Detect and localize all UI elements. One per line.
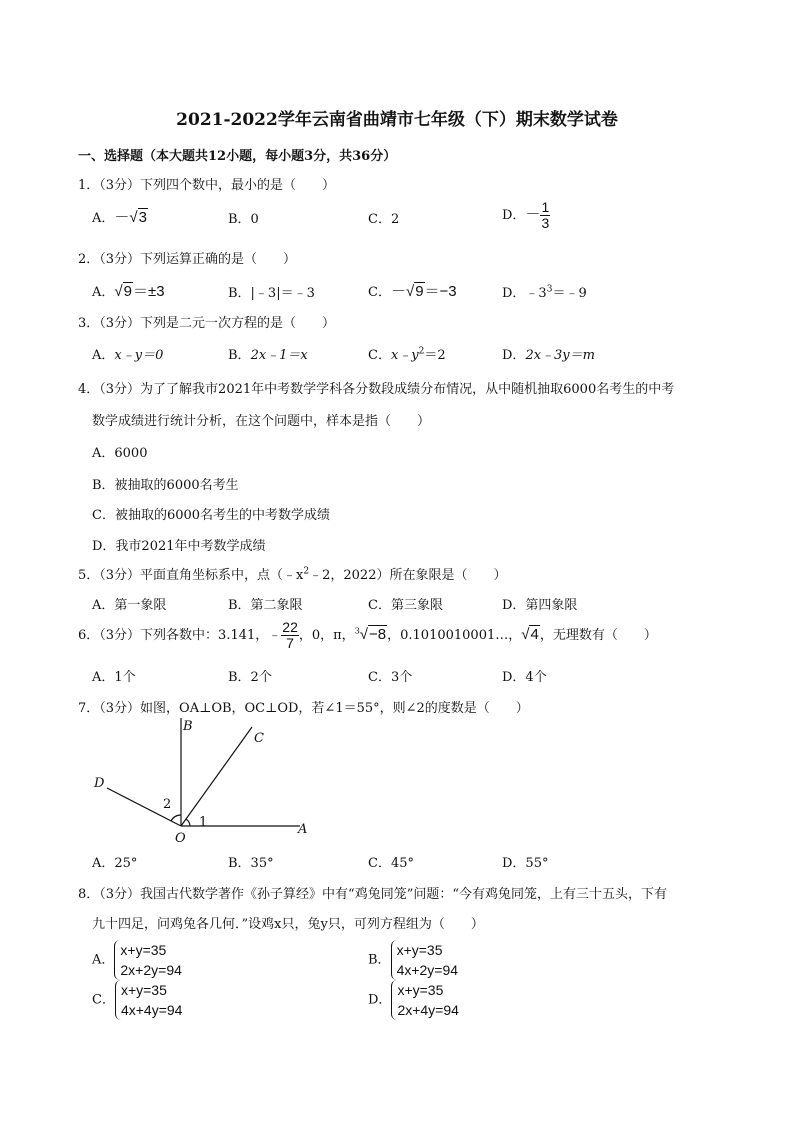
label-a: A	[298, 822, 308, 837]
q2-option-a: A．√9＝±3	[92, 283, 165, 300]
section-heading: 一、选择题（本大题共12小题，每小题3分，共36分）	[78, 149, 397, 164]
question-4-stem-line2: 数学成绩进行统计分析，在这个问题中，样本是指（ ）	[92, 414, 431, 429]
q3-option-b: B．2x﹣1＝x	[228, 348, 308, 363]
q6-option-d: D．4个	[502, 670, 547, 685]
q4-option-a: A．6000	[92, 446, 148, 461]
q2-option-c: C．－√9＝−3	[368, 283, 457, 300]
q6-option-b: B．2个	[228, 670, 272, 685]
q5-option-b: B．第二象限	[228, 598, 303, 613]
q5-option-c: C．第三象限	[368, 598, 443, 613]
angle-figure	[80, 712, 330, 852]
page-title: 2021-2022学年云南省曲靖市七年级（下）期末数学试卷	[176, 110, 618, 130]
q1-option-b: B．0	[228, 212, 259, 227]
q3-option-c: C．$x﹣y^2=2$	[368, 346, 446, 363]
label-o: O	[175, 831, 186, 846]
q1-option-d: D．－ $\frac{1}{3}$	[502, 199, 550, 231]
label-angle-2: 2	[163, 797, 172, 812]
ray-oc	[181, 727, 252, 826]
question-5-stem: 5．（3分）平面直角坐标系中，点（$﹣x^2﹣2$，2022）所在象限是（ ）	[78, 566, 507, 583]
q1-option-c: C．2	[368, 212, 400, 227]
q4-option-d: D．我市2021年中考数学成绩	[92, 539, 266, 554]
question-6-stem: 6．（3分）下列各数中：3.141，﹣ $\frac{22}{7}$ ，0，π，$^3$√−8，0.1010010001…，√4，无理数有（ ）	[78, 619, 657, 651]
label-c: C	[254, 731, 264, 746]
q8-option-a: A． x+y=35 2x+2y=94	[92, 942, 182, 978]
question-8-stem-line2: 九十四足，问鸡兔各几何．”设鸡x只，兔y只，可列方程组为（ ）	[92, 917, 484, 932]
q4-option-c: C．被抽取的6000名考生的中考数学成绩	[92, 508, 331, 523]
label-angle-1: 1	[199, 815, 208, 830]
q4-option-b: B．被抽取的6000名考生	[92, 478, 239, 493]
question-7-stem: 7．（3分）如图，OA⊥OB，OC⊥OD，若∠1＝55°，则∠2的度数是（ ）	[78, 701, 529, 716]
label-b: B	[183, 719, 193, 734]
q5-option-d: D．第四象限	[502, 598, 578, 613]
q1-option-a: A．－√3	[92, 209, 147, 226]
question-1-stem: 1．（3分）下列四个数中，最小的是（ ）	[78, 178, 336, 193]
q2-option-d: D．$﹣3^3=﹣9$	[502, 284, 587, 301]
q3-option-d: D．2x﹣3y＝m	[502, 348, 595, 363]
question-8-stem-line1: 8．（3分）我国古代数学著作《孙子算经》中有“鸡兔同笼”问题：“今有鸡兔同笼，上有三十五头，下有	[78, 887, 667, 902]
question-3-stem: 3．（3分）下列是二元一次方程的是（ ）	[78, 316, 336, 331]
q2-option-b: B．|﹣3|＝﹣3	[228, 286, 315, 301]
q7-option-c: C．45°	[368, 856, 414, 871]
label-d: D	[94, 776, 105, 791]
question-4-stem-line1: 4．（3分）为了了解我市2021年中考数学学科各分数段成绩分布情况，从中随机抽取6000名考生的中考	[78, 382, 675, 397]
angle-2-arc	[171, 815, 181, 821]
angle-1-arc	[186, 819, 190, 826]
q8-option-c: C． x+y=35 4x+4y=94	[92, 982, 183, 1018]
q5-option-a: A．第一象限	[92, 598, 167, 613]
q7-option-a: A．25°	[92, 856, 138, 871]
q8-option-d: D． x+y=35 2x+4y=94	[368, 982, 459, 1018]
question-2-stem: 2．（3分）下列运算正确的是（ ）	[78, 252, 297, 267]
q7-option-d: D．55°	[502, 856, 549, 871]
q6-option-a: A．1个	[92, 670, 136, 685]
q8-option-b: B． x+y=35 4x+2y=94	[368, 942, 459, 978]
q6-option-c: C．3个	[368, 670, 413, 685]
q3-option-a: A．x﹣y＝0	[92, 348, 164, 363]
q7-option-b: B．35°	[228, 856, 274, 871]
